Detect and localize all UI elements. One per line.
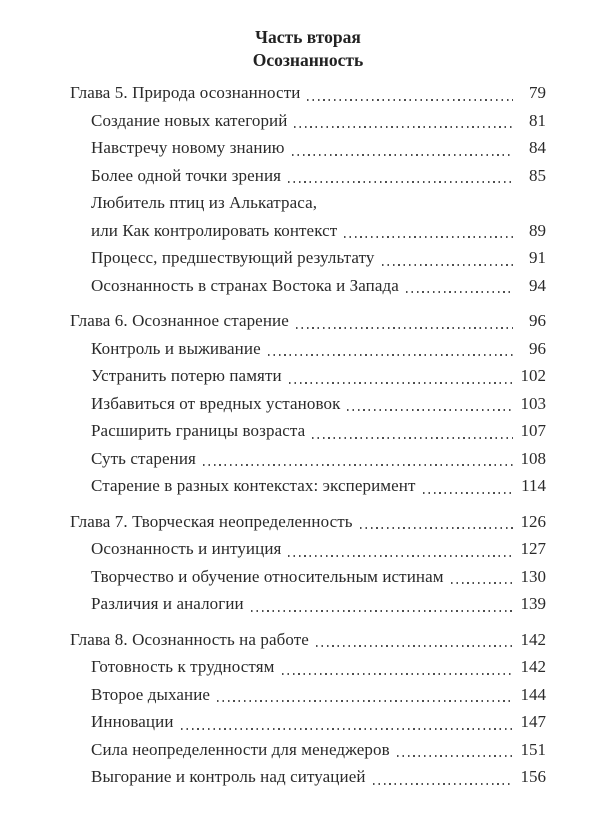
dot-leader <box>344 236 513 238</box>
toc-row <box>70 681 546 709</box>
toc-entry-page: 81 <box>529 110 546 130</box>
dot-leader <box>360 527 513 529</box>
toc-row <box>70 134 546 162</box>
toc-entry-page: 114 <box>521 476 546 495</box>
dot-leader <box>294 126 513 128</box>
toc-entry-page: 139 <box>520 594 546 613</box>
toc-chapter-label: Глава 7. Творческая неопределенность <box>70 511 353 531</box>
dot-leader <box>397 755 513 757</box>
toc-entry-label: или Как контролировать контекст <box>91 220 338 240</box>
toc-row <box>70 244 546 272</box>
toc-row <box>70 535 546 563</box>
dot-leader <box>251 610 513 612</box>
toc-row <box>70 736 546 764</box>
dot-leader <box>203 464 513 466</box>
toc-entry-page: 156 <box>520 767 546 786</box>
toc-entry-label: Готовность к трудностям <box>91 657 275 676</box>
toc-entry-label: Контроль и выживание <box>91 338 261 358</box>
toc-row <box>70 653 546 681</box>
toc-entry-page: 85 <box>529 165 546 185</box>
toc-entry-label: Осознанность в странах Востока и Запада <box>91 275 399 295</box>
dot-leader <box>289 382 513 384</box>
toc-row <box>70 189 546 217</box>
dot-leader <box>288 555 513 557</box>
toc-row <box>70 335 546 363</box>
toc-chapter-label: Глава 5. Природа осознанности <box>70 83 301 102</box>
toc-row <box>70 563 546 591</box>
toc-row <box>70 626 546 654</box>
dot-leader <box>307 99 513 101</box>
toc-entry-label: Выгорание и контроль над ситуацией <box>91 767 366 786</box>
toc-entry-label: Устранить потерю памяти <box>91 366 282 385</box>
toc-entry-page: 147 <box>520 712 546 731</box>
dot-leader <box>282 673 514 675</box>
toc-row <box>70 307 546 335</box>
toc-entry-page: 96 <box>529 311 546 330</box>
dot-leader <box>423 492 514 494</box>
toc-row <box>70 763 546 791</box>
toc-entry-page: 142 <box>520 629 546 649</box>
toc-entry-page: 94 <box>529 275 546 295</box>
dot-leader <box>268 354 513 356</box>
toc-entry-page: 127 <box>520 539 546 558</box>
dot-leader <box>181 728 513 730</box>
toc-entry-label: Суть старения <box>91 448 196 468</box>
toc-entry-page: 79 <box>529 83 546 102</box>
dot-leader <box>316 645 513 647</box>
toc-entry-label: Создание новых категорий <box>91 110 288 130</box>
toc-entry-label: Расширить границы возраста <box>91 421 306 440</box>
toc-row <box>70 272 546 300</box>
toc-row <box>70 590 546 618</box>
toc-entry-page: 91 <box>529 248 546 267</box>
toc-entry-page: 144 <box>520 684 546 704</box>
dot-leader <box>406 291 513 293</box>
toc-entry-label: Навстречу новому знанию <box>91 138 285 157</box>
toc-row <box>70 217 546 245</box>
toc-entry-page: 84 <box>529 138 546 157</box>
dot-leader <box>382 264 513 266</box>
toc-entry-label: Старение в разных контекстах: эксперимент <box>91 476 416 495</box>
toc-entry-page: 142 <box>520 657 546 676</box>
toc-row <box>70 472 546 500</box>
toc-row <box>70 162 546 190</box>
table-of-contents <box>70 79 546 791</box>
toc-row <box>70 445 546 473</box>
dot-leader <box>217 700 513 702</box>
toc-chapter-label: Глава 8. Осознанность на работе <box>70 629 309 649</box>
toc-row <box>70 708 546 736</box>
toc-row <box>70 417 546 445</box>
toc-entry-page: 108 <box>520 448 546 468</box>
toc-entry-page: 126 <box>520 511 546 531</box>
toc-row <box>70 390 546 418</box>
toc-entry-page: 130 <box>520 566 546 586</box>
dot-leader <box>347 409 513 411</box>
dot-leader <box>373 783 513 785</box>
dot-leader <box>288 181 513 183</box>
toc-entry-label: Второе дыхание <box>91 684 211 704</box>
dot-leader <box>451 582 513 584</box>
toc-chapter-label: Глава 6. Осознанное старение <box>70 311 289 330</box>
toc-entry-label: Творчество и обучение относительным истинам <box>91 566 444 586</box>
toc-entry-page: 96 <box>529 338 546 358</box>
toc-entry-label: Инновации <box>91 712 174 731</box>
part-title: Часть вторая <box>255 27 361 47</box>
toc-entry-label: Процесс, предшествующий результату <box>91 248 375 267</box>
toc-entry-label: Осознанность и интуиция <box>91 539 282 558</box>
toc-row <box>70 107 546 135</box>
toc-row <box>70 508 546 536</box>
toc-entry-label: Избавиться от вредных установок <box>91 393 341 413</box>
dot-leader <box>292 154 513 156</box>
toc-entry-page: 151 <box>520 739 546 759</box>
toc-row <box>70 362 546 390</box>
part-subtitle: Осознанность <box>252 50 364 70</box>
toc-entry-label: Различия и аналогии <box>91 594 244 613</box>
toc-row <box>70 79 546 107</box>
toc-entry-label: Сила неопределенности для менеджеров <box>91 739 390 759</box>
toc-entry-label: Более одной точки зрения <box>91 165 282 185</box>
part-heading <box>70 26 546 72</box>
toc-entry-page: 107 <box>520 421 546 440</box>
toc-entry-label: Любитель птиц из Алькатраса, <box>91 193 318 212</box>
toc-entry-page: 102 <box>520 366 546 385</box>
dot-leader <box>312 437 513 439</box>
dot-leader <box>296 327 513 329</box>
toc-entry-page: 89 <box>529 220 546 240</box>
toc-entry-page: 103 <box>520 393 546 413</box>
